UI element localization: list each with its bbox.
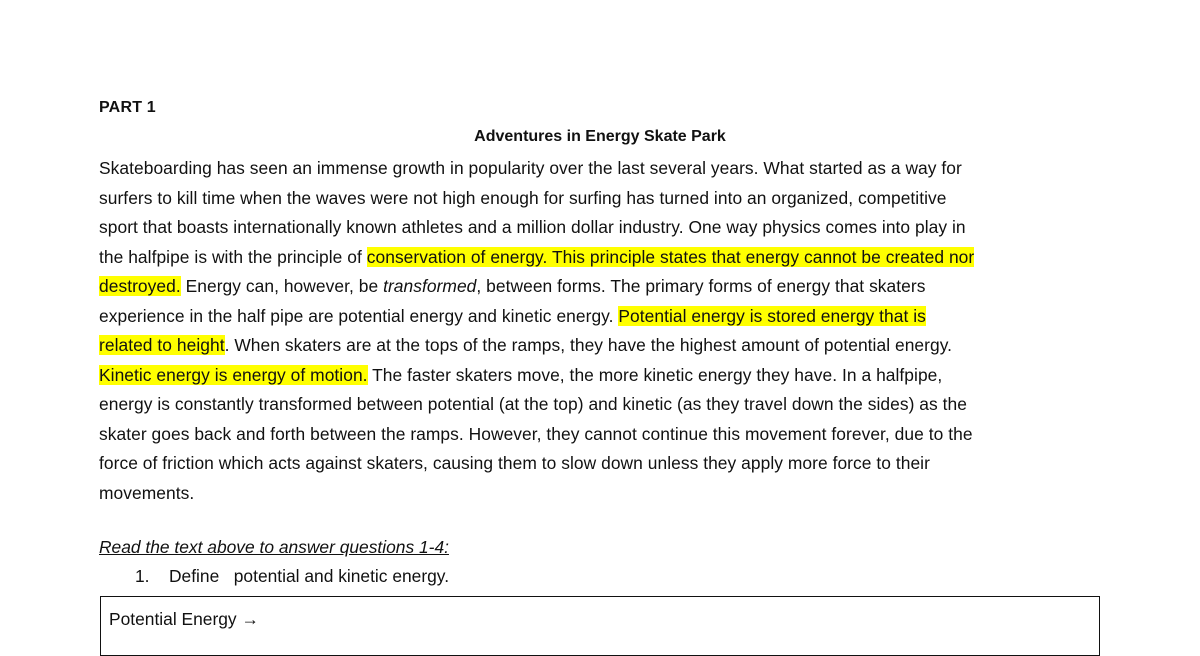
text-segment: the halfpipe is with the principle of (99, 246, 367, 267)
paragraph-line (99, 449, 1101, 479)
text-segment: . When skaters are at the tops of the ramps, they have the highest amount of potential energy. (224, 335, 953, 355)
paragraph-line (99, 361, 1101, 391)
italic-text: transformed (383, 276, 477, 296)
text-segment: skater goes back and forth between the ramps. However, they cannot continue this movement forever, due to the (99, 423, 973, 444)
text-segment: , between forms. The primary forms of energy that skaters (476, 276, 926, 296)
text-segment: movements. (99, 482, 195, 503)
text-segment: surfers to kill time when the waves were not high enough for surfing has turned into an organized, competitive (99, 187, 947, 208)
body-paragraph (99, 154, 1101, 508)
paragraph-line (99, 272, 1101, 302)
highlighted-text: destroyed. (99, 276, 181, 296)
highlighted-text: conservation of energy. This principle states that energy cannot be created nor (366, 246, 975, 267)
paragraph-line (99, 420, 1101, 450)
paragraph-line (99, 213, 1101, 243)
paragraph-line (99, 331, 1101, 361)
highlighted-text: related to height (99, 335, 225, 355)
paragraph-line (99, 154, 1101, 184)
text-segment: force of friction which acts against skaters, causing them to slow down unless they apply more force to their (99, 453, 930, 473)
instruction-text: Read the text above to answer questions 1-4: (99, 537, 449, 557)
document-title: Adventures in Energy Skate Park (474, 128, 726, 145)
paragraph-line (99, 243, 1101, 273)
text-segment: experience in the half pipe are potential energy and kinetic energy. (99, 305, 619, 326)
paragraph-line (99, 302, 1101, 332)
text-segment: Skateboarding has seen an immense growth in popularity over the last several years. What started as a way for (99, 158, 962, 178)
question-text: Define potential and kinetic energy. (169, 566, 450, 586)
question-number: 1. (135, 566, 150, 586)
text-segment: sport that boasts internationally known athletes and a million dollar industry. One way physics comes into play in (99, 217, 966, 237)
text-segment: energy is constantly transformed between potential (at the top) and kinetic (as they travel down the sides) as the (99, 394, 967, 414)
paragraph-line (99, 479, 1101, 509)
highlighted-text: Potential energy is stored energy that is (618, 305, 926, 326)
paragraph-line (99, 184, 1101, 214)
answer-label: Potential Energy → (109, 609, 259, 629)
text-segment: Energy can, however, be (180, 276, 384, 296)
paragraph-line (99, 390, 1101, 420)
answer-box-potential-energy[interactable] (100, 596, 1100, 656)
question-1 (135, 566, 449, 587)
text-segment: The faster skaters move, the more kinetic energy they have. In a halfpipe, (367, 364, 943, 385)
part-label: PART 1 (99, 99, 156, 116)
highlighted-text: Kinetic energy is energy of motion. (99, 364, 368, 385)
